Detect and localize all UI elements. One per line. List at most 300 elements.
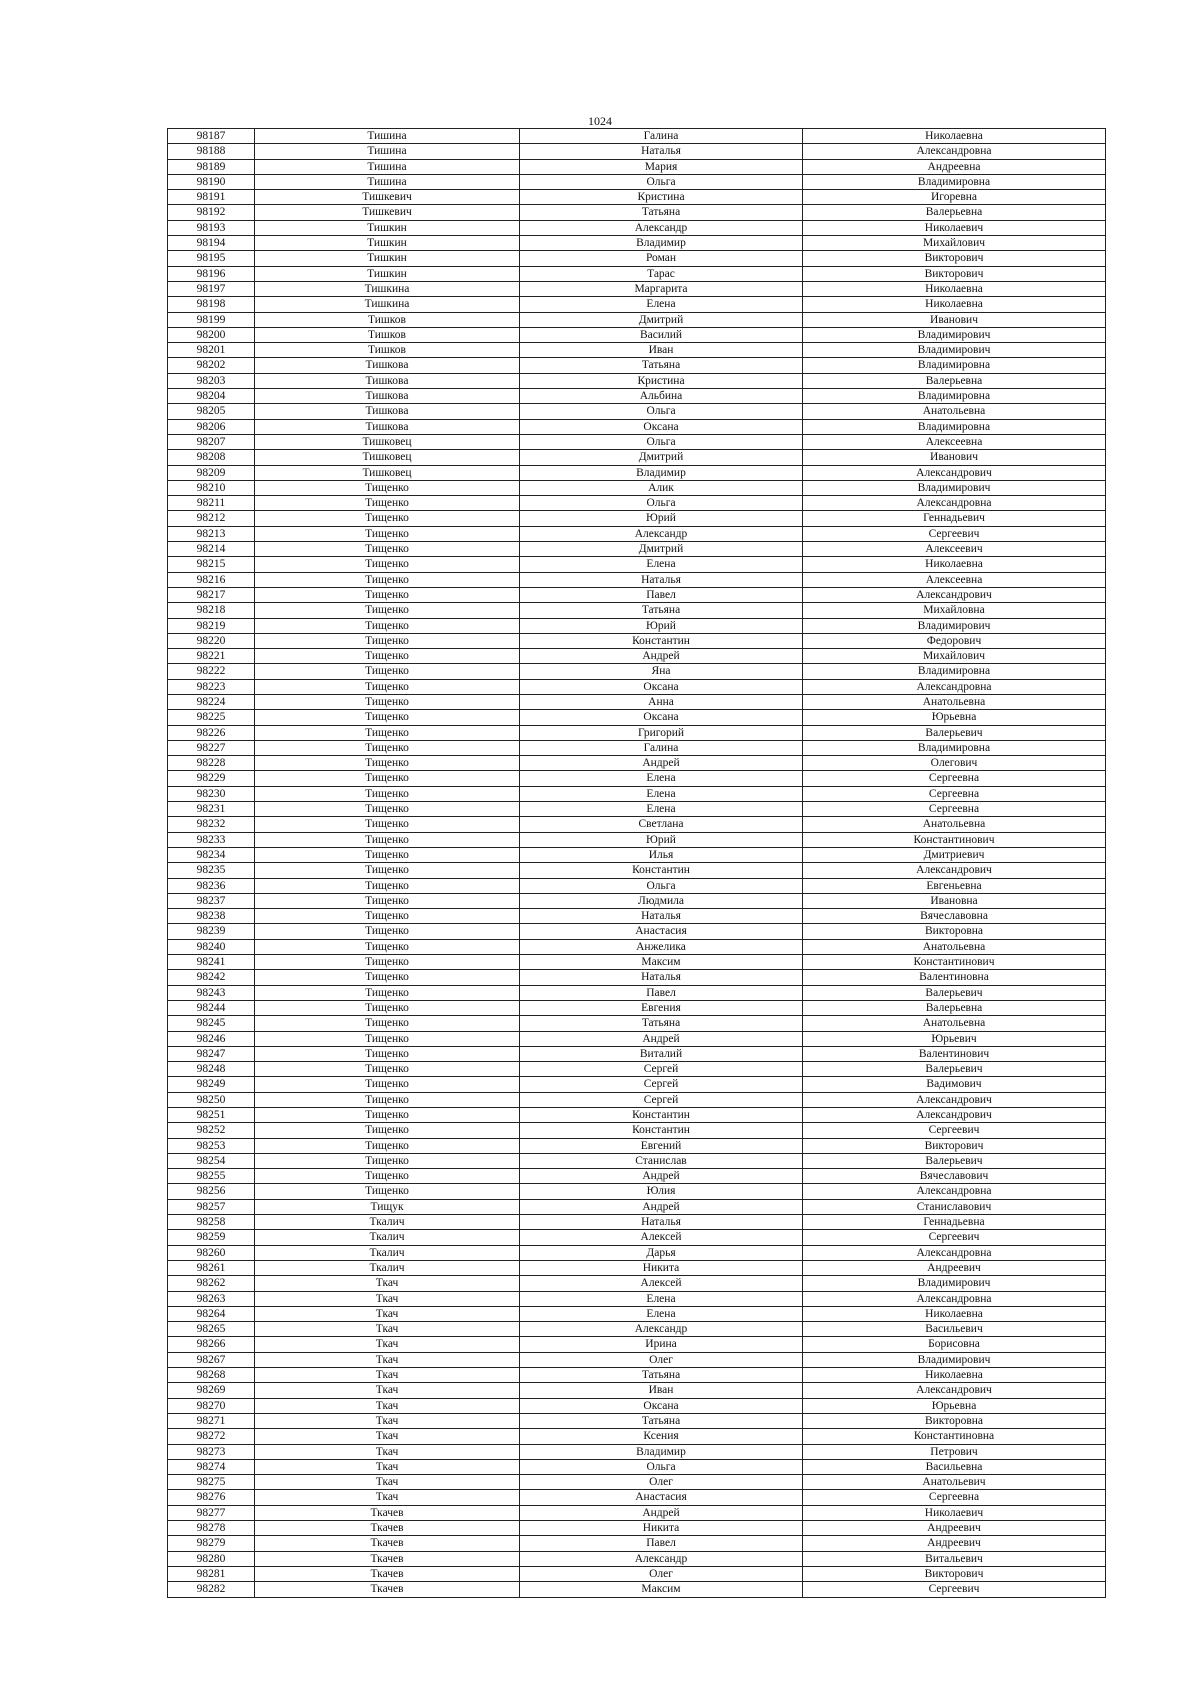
patronymic-cell: Владимирович [803, 618, 1106, 633]
record-number-cell: 98252 [168, 1123, 255, 1138]
table-row [168, 1138, 1106, 1153]
patronymic-cell: Михайловна [803, 603, 1106, 618]
patronymic-cell: Юрьевна [803, 710, 1106, 725]
first-name-cell: Андрей [520, 649, 803, 664]
patronymic-cell: Александровна [803, 1291, 1106, 1306]
patronymic-cell: Николаевич [803, 220, 1106, 235]
record-number-cell: 98249 [168, 1077, 255, 1092]
patronymic-cell: Николаевна [803, 557, 1106, 572]
surname-cell: Ткач [255, 1276, 520, 1291]
table-row [168, 1016, 1106, 1031]
patronymic-cell: Владимировна [803, 389, 1106, 404]
record-number-cell: 98198 [168, 297, 255, 312]
record-number-cell: 98264 [168, 1306, 255, 1321]
record-number-cell: 98187 [168, 129, 255, 144]
record-number-cell: 98215 [168, 557, 255, 572]
surname-cell: Ткач [255, 1337, 520, 1352]
record-number-cell: 98269 [168, 1383, 255, 1398]
surname-cell: Тищенко [255, 572, 520, 587]
table-row [168, 1368, 1106, 1383]
first-name-cell: Татьяна [520, 603, 803, 618]
table-row [168, 1352, 1106, 1367]
first-name-cell: Елена [520, 786, 803, 801]
table-row [168, 1046, 1106, 1061]
surname-cell: Тищенко [255, 740, 520, 755]
record-number-cell: 98254 [168, 1153, 255, 1168]
surname-cell: Ткач [255, 1322, 520, 1337]
surname-cell: Ткачев [255, 1505, 520, 1520]
record-number-cell: 98207 [168, 434, 255, 449]
first-name-cell: Владимир [520, 236, 803, 251]
surname-cell: Тишкова [255, 358, 520, 373]
patronymic-cell: Петрович [803, 1444, 1106, 1459]
first-name-cell: Евгения [520, 1000, 803, 1015]
record-number-cell: 98278 [168, 1521, 255, 1536]
record-number-cell: 98203 [168, 373, 255, 388]
first-name-cell: Оксана [520, 679, 803, 694]
first-name-cell: Наталья [520, 970, 803, 985]
table-row [168, 710, 1106, 725]
record-number-cell: 98202 [168, 358, 255, 373]
first-name-cell: Анна [520, 694, 803, 709]
record-number-cell: 98268 [168, 1368, 255, 1383]
surname-cell: Ткач [255, 1444, 520, 1459]
table-row [168, 1245, 1106, 1260]
table-row [168, 1322, 1106, 1337]
record-number-cell: 98205 [168, 404, 255, 419]
patronymic-cell: Анатольевна [803, 694, 1106, 709]
table-row [168, 587, 1106, 602]
surname-cell: Ткач [255, 1475, 520, 1490]
first-name-cell: Ольга [520, 878, 803, 893]
patronymic-cell: Викторович [803, 1138, 1106, 1153]
table-row [168, 786, 1106, 801]
patronymic-cell: Юрьевна [803, 1398, 1106, 1413]
patronymic-cell: Иванович [803, 312, 1106, 327]
patronymic-cell: Владимировна [803, 358, 1106, 373]
patronymic-cell: Владимирович [803, 480, 1106, 495]
first-name-cell: Яна [520, 664, 803, 679]
surname-cell: Тищенко [255, 909, 520, 924]
record-number-cell: 98235 [168, 863, 255, 878]
first-name-cell: Максим [520, 955, 803, 970]
surname-cell: Тищенко [255, 1153, 520, 1168]
surname-cell: Ткалич [255, 1215, 520, 1230]
surname-cell: Тищенко [255, 786, 520, 801]
table-row [168, 1031, 1106, 1046]
first-name-cell: Юрий [520, 832, 803, 847]
surname-cell: Тищенко [255, 679, 520, 694]
surname-cell: Тишкин [255, 266, 520, 281]
patronymic-cell: Владимировна [803, 664, 1106, 679]
patronymic-cell: Андреевна [803, 159, 1106, 174]
record-number-cell: 98206 [168, 419, 255, 434]
table-row [168, 924, 1106, 939]
surname-cell: Тищенко [255, 1138, 520, 1153]
patronymic-cell: Сергеевич [803, 1582, 1106, 1597]
patronymic-cell: Викторович [803, 1566, 1106, 1581]
patronymic-cell: Олегович [803, 756, 1106, 771]
patronymic-cell: Николаевна [803, 1368, 1106, 1383]
first-name-cell: Елена [520, 1306, 803, 1321]
table-row [168, 847, 1106, 862]
patronymic-cell: Алексеевна [803, 434, 1106, 449]
table-row [168, 909, 1106, 924]
table-row [168, 526, 1106, 541]
first-name-cell: Анастасия [520, 924, 803, 939]
patronymic-cell: Игоревна [803, 190, 1106, 205]
first-name-cell: Дарья [520, 1245, 803, 1260]
first-name-cell: Светлана [520, 817, 803, 832]
table-row [168, 1077, 1106, 1092]
record-number-cell: 98261 [168, 1260, 255, 1275]
table-row [168, 1215, 1106, 1230]
surname-cell: Тищенко [255, 771, 520, 786]
record-number-cell: 98214 [168, 542, 255, 557]
surname-cell: Тишков [255, 312, 520, 327]
table-row [168, 878, 1106, 893]
patronymic-cell: Константинович [803, 832, 1106, 847]
surname-cell: Тищенко [255, 863, 520, 878]
record-number-cell: 98221 [168, 649, 255, 664]
surname-cell: Тищенко [255, 1062, 520, 1077]
table-row [168, 1582, 1106, 1597]
first-name-cell: Тарас [520, 266, 803, 281]
table-row [168, 1169, 1106, 1184]
table-row [168, 1184, 1106, 1199]
record-number-cell: 98197 [168, 281, 255, 296]
record-number-cell: 98265 [168, 1322, 255, 1337]
surname-cell: Тишкин [255, 251, 520, 266]
first-name-cell: Александр [520, 1551, 803, 1566]
table-row [168, 297, 1106, 312]
patronymic-cell: Андреевич [803, 1536, 1106, 1551]
surname-cell: Тищенко [255, 480, 520, 495]
table-row [168, 511, 1106, 526]
record-number-cell: 98225 [168, 710, 255, 725]
patronymic-cell: Витальевич [803, 1551, 1106, 1566]
first-name-cell: Ольга [520, 1459, 803, 1474]
patronymic-cell: Викторовна [803, 1413, 1106, 1428]
first-name-cell: Кристина [520, 190, 803, 205]
surname-cell: Тищенко [255, 1077, 520, 1092]
table-row [168, 694, 1106, 709]
record-number-cell: 98234 [168, 847, 255, 862]
patronymic-cell: Николаевна [803, 297, 1106, 312]
first-name-cell: Оксана [520, 1398, 803, 1413]
surname-cell: Тищенко [255, 832, 520, 847]
table-row [168, 1230, 1106, 1245]
first-name-cell: Людмила [520, 893, 803, 908]
table-row [168, 756, 1106, 771]
first-name-cell: Григорий [520, 725, 803, 740]
first-name-cell: Владимир [520, 1444, 803, 1459]
table-row [168, 190, 1106, 205]
record-number-cell: 98267 [168, 1352, 255, 1367]
patronymic-cell: Вячеславович [803, 1169, 1106, 1184]
table-row [168, 465, 1106, 480]
record-number-cell: 98240 [168, 939, 255, 954]
table-row [168, 144, 1106, 159]
first-name-cell: Никита [520, 1521, 803, 1536]
record-number-cell: 98271 [168, 1413, 255, 1428]
first-name-cell: Кристина [520, 373, 803, 388]
record-number-cell: 98231 [168, 802, 255, 817]
patronymic-cell: Геннадьевна [803, 1215, 1106, 1230]
patronymic-cell: Сергеевич [803, 526, 1106, 541]
table-row [168, 985, 1106, 1000]
patronymic-cell: Валерьевич [803, 725, 1106, 740]
surname-cell: Тищенко [255, 633, 520, 648]
table-row [168, 1092, 1106, 1107]
table-row [168, 312, 1106, 327]
table-row [168, 618, 1106, 633]
record-number-cell: 98213 [168, 526, 255, 541]
record-number-cell: 98273 [168, 1444, 255, 1459]
record-number-cell: 98251 [168, 1108, 255, 1123]
surname-cell: Тищенко [255, 649, 520, 664]
names-table [167, 128, 1106, 1598]
surname-cell: Ткач [255, 1383, 520, 1398]
first-name-cell: Константин [520, 1123, 803, 1138]
first-name-cell: Анжелика [520, 939, 803, 954]
first-name-cell: Оксана [520, 419, 803, 434]
surname-cell: Тищенко [255, 817, 520, 832]
surname-cell: Тищенко [255, 710, 520, 725]
surname-cell: Ткач [255, 1398, 520, 1413]
surname-cell: Тищенко [255, 1046, 520, 1061]
record-number-cell: 98253 [168, 1138, 255, 1153]
table-row [168, 1306, 1106, 1321]
patronymic-cell: Ивановна [803, 893, 1106, 908]
table-row [168, 1383, 1106, 1398]
patronymic-cell: Анатольевна [803, 817, 1106, 832]
table-row [168, 649, 1106, 664]
names-table-body [168, 129, 1106, 1598]
table-row [168, 419, 1106, 434]
first-name-cell: Галина [520, 740, 803, 755]
first-name-cell: Владимир [520, 465, 803, 480]
surname-cell: Тищенко [255, 1108, 520, 1123]
surname-cell: Ткач [255, 1490, 520, 1505]
patronymic-cell: Владимировна [803, 174, 1106, 189]
record-number-cell: 98228 [168, 756, 255, 771]
table-row [168, 1475, 1106, 1490]
first-name-cell: Ольга [520, 496, 803, 511]
first-name-cell: Алексей [520, 1276, 803, 1291]
record-number-cell: 98229 [168, 771, 255, 786]
surname-cell: Тишкин [255, 220, 520, 235]
patronymic-cell: Владимировна [803, 419, 1106, 434]
table-row [168, 1566, 1106, 1581]
record-number-cell: 98279 [168, 1536, 255, 1551]
table-row [168, 327, 1106, 342]
table-row [168, 1291, 1106, 1306]
table-row [168, 725, 1106, 740]
table-row [168, 1108, 1106, 1123]
surname-cell: Тишкин [255, 236, 520, 251]
patronymic-cell: Владимирович [803, 327, 1106, 342]
first-name-cell: Мария [520, 159, 803, 174]
record-number-cell: 98266 [168, 1337, 255, 1352]
first-name-cell: Илья [520, 847, 803, 862]
surname-cell: Тищенко [255, 970, 520, 985]
first-name-cell: Константин [520, 863, 803, 878]
table-row [168, 970, 1106, 985]
table-row [168, 1276, 1106, 1291]
patronymic-cell: Александровна [803, 496, 1106, 511]
surname-cell: Ткач [255, 1368, 520, 1383]
record-number-cell: 98241 [168, 955, 255, 970]
surname-cell: Ткачев [255, 1566, 520, 1581]
record-number-cell: 98227 [168, 740, 255, 755]
table-row [168, 603, 1106, 618]
table-row [168, 266, 1106, 281]
first-name-cell: Елена [520, 802, 803, 817]
patronymic-cell: Валерьевна [803, 1000, 1106, 1015]
record-number-cell: 98275 [168, 1475, 255, 1490]
table-row [168, 174, 1106, 189]
surname-cell: Тищенко [255, 847, 520, 862]
table-row [168, 220, 1106, 235]
first-name-cell: Татьяна [520, 1016, 803, 1031]
record-number-cell: 98191 [168, 190, 255, 205]
table-row [168, 389, 1106, 404]
table-row [168, 1398, 1106, 1413]
patronymic-cell: Анатольевич [803, 1475, 1106, 1490]
patronymic-cell: Борисовна [803, 1337, 1106, 1352]
first-name-cell: Олег [520, 1352, 803, 1367]
surname-cell: Тищенко [255, 1016, 520, 1031]
patronymic-cell: Андреевич [803, 1260, 1106, 1275]
surname-cell: Ткач [255, 1413, 520, 1428]
table-row [168, 373, 1106, 388]
patronymic-cell: Александрович [803, 1383, 1106, 1398]
patronymic-cell: Николаевна [803, 281, 1106, 296]
table-row [168, 1337, 1106, 1352]
first-name-cell: Елена [520, 297, 803, 312]
patronymic-cell: Александрович [803, 1108, 1106, 1123]
surname-cell: Тищенко [255, 603, 520, 618]
patronymic-cell: Федорович [803, 633, 1106, 648]
first-name-cell: Андрей [520, 1031, 803, 1046]
first-name-cell: Ольга [520, 174, 803, 189]
table-row [168, 863, 1106, 878]
first-name-cell: Наталья [520, 1215, 803, 1230]
first-name-cell: Сергей [520, 1092, 803, 1107]
record-number-cell: 98238 [168, 909, 255, 924]
record-number-cell: 98222 [168, 664, 255, 679]
record-number-cell: 98218 [168, 603, 255, 618]
surname-cell: Ткалич [255, 1245, 520, 1260]
surname-cell: Тишковец [255, 434, 520, 449]
patronymic-cell: Сергеевна [803, 1490, 1106, 1505]
table-row [168, 664, 1106, 679]
first-name-cell: Андрей [520, 756, 803, 771]
table-row [168, 1551, 1106, 1566]
surname-cell: Ткач [255, 1352, 520, 1367]
table-row [168, 480, 1106, 495]
first-name-cell: Татьяна [520, 1413, 803, 1428]
table-row [168, 740, 1106, 755]
patronymic-cell: Михайлович [803, 236, 1106, 251]
surname-cell: Ткачев [255, 1551, 520, 1566]
record-number-cell: 98243 [168, 985, 255, 1000]
surname-cell: Тищенко [255, 955, 520, 970]
record-number-cell: 98199 [168, 312, 255, 327]
surname-cell: Тишковец [255, 465, 520, 480]
first-name-cell: Ирина [520, 1337, 803, 1352]
first-name-cell: Сергей [520, 1062, 803, 1077]
record-number-cell: 98189 [168, 159, 255, 174]
surname-cell: Тищенко [255, 924, 520, 939]
first-name-cell: Андрей [520, 1199, 803, 1214]
patronymic-cell: Валерьевна [803, 373, 1106, 388]
table-row [168, 450, 1106, 465]
table-row [168, 1123, 1106, 1138]
patronymic-cell: Евгеньевна [803, 878, 1106, 893]
surname-cell: Ткалич [255, 1260, 520, 1275]
surname-cell: Тишков [255, 327, 520, 342]
patronymic-cell: Михайлович [803, 649, 1106, 664]
first-name-cell: Олег [520, 1475, 803, 1490]
table-row [168, 817, 1106, 832]
record-number-cell: 98210 [168, 480, 255, 495]
table-row [168, 1505, 1106, 1520]
record-number-cell: 98260 [168, 1245, 255, 1260]
patronymic-cell: Андреевич [803, 1521, 1106, 1536]
table-row [168, 1459, 1106, 1474]
table-row [168, 1062, 1106, 1077]
surname-cell: Тишкевич [255, 190, 520, 205]
patronymic-cell: Александрович [803, 863, 1106, 878]
patronymic-cell: Валерьевич [803, 985, 1106, 1000]
record-number-cell: 98219 [168, 618, 255, 633]
patronymic-cell: Викторович [803, 251, 1106, 266]
first-name-cell: Константин [520, 633, 803, 648]
table-row [168, 557, 1106, 572]
first-name-cell: Сергей [520, 1077, 803, 1092]
record-number-cell: 98230 [168, 786, 255, 801]
surname-cell: Тищенко [255, 985, 520, 1000]
first-name-cell: Маргарита [520, 281, 803, 296]
patronymic-cell: Вячеславовна [803, 909, 1106, 924]
patronymic-cell: Николаевич [803, 1505, 1106, 1520]
first-name-cell: Александр [520, 526, 803, 541]
patronymic-cell: Николаевна [803, 1306, 1106, 1321]
table-row [168, 572, 1106, 587]
patronymic-cell: Анатольевна [803, 404, 1106, 419]
record-number-cell: 98246 [168, 1031, 255, 1046]
first-name-cell: Галина [520, 129, 803, 144]
table-row [168, 159, 1106, 174]
record-number-cell: 98239 [168, 924, 255, 939]
surname-cell: Ткачев [255, 1536, 520, 1551]
surname-cell: Тищенко [255, 694, 520, 709]
patronymic-cell: Васильевна [803, 1459, 1106, 1474]
patronymic-cell: Алексеевна [803, 572, 1106, 587]
first-name-cell: Дмитрий [520, 312, 803, 327]
patronymic-cell: Владимирович [803, 1276, 1106, 1291]
patronymic-cell: Сергеевна [803, 802, 1106, 817]
first-name-cell: Елена [520, 557, 803, 572]
surname-cell: Тишкова [255, 404, 520, 419]
patronymic-cell: Валентиновна [803, 970, 1106, 985]
table-row [168, 1000, 1106, 1015]
first-name-cell: Наталья [520, 909, 803, 924]
record-number-cell: 98262 [168, 1276, 255, 1291]
table-row [168, 1153, 1106, 1168]
